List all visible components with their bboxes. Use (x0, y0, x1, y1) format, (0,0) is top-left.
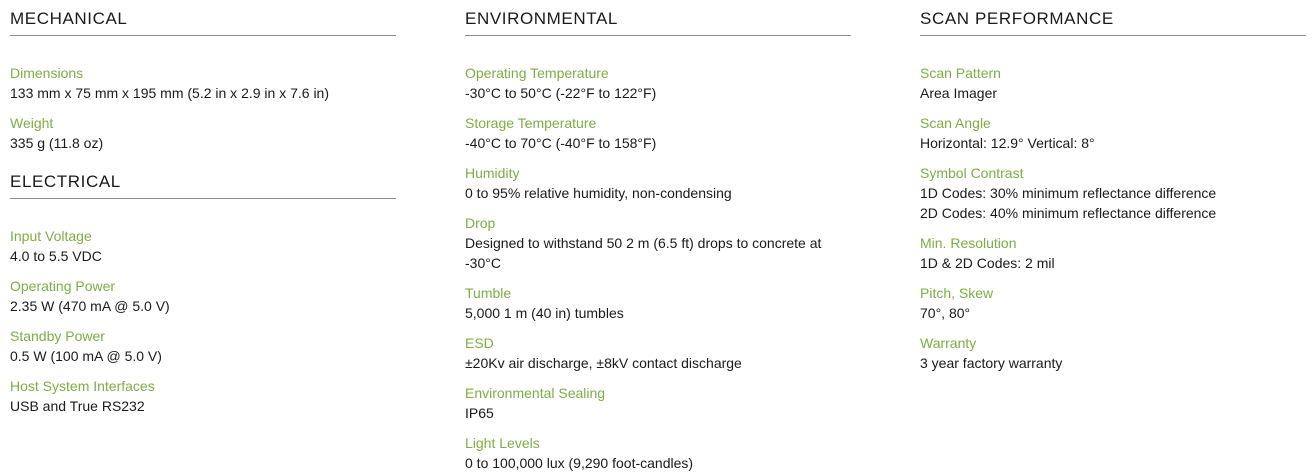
spec-value: 5,000 1 m (40 in) tumbles (465, 305, 624, 321)
spec-value: 0 to 95% relative humidity, non-condensing (465, 185, 732, 201)
spec-value: Horizontal: 12.9° Vertical: 8° (920, 135, 1095, 151)
spec-scan-angle (920, 113, 1306, 153)
spec-scan-pattern (920, 63, 1306, 103)
spec-label: Light Levels (465, 435, 540, 451)
spec-label: Tumble (465, 285, 512, 301)
spec-value: 2D Codes: 40% minimum reflectance difference (920, 205, 1217, 221)
column-mechanical-electrical (10, 0, 396, 426)
spec-input-voltage (10, 226, 396, 266)
spec-value: 1D & 2D Codes: 2 mil (920, 255, 1055, 271)
spec-label: Drop (465, 215, 496, 231)
spec-label: Min. Resolution (920, 235, 1017, 251)
spec-value: IP65 (465, 405, 494, 421)
column-environmental (465, 0, 851, 474)
section-body (10, 36, 396, 153)
spec-label: Weight (10, 115, 54, 131)
spec-value: -30°C to 50°C (-22°F to 122°F) (465, 85, 657, 101)
spec-value: 70°, 80° (920, 305, 971, 321)
spec-label: Input Voltage (10, 228, 92, 244)
spec-value: 335 g (11.8 oz) (10, 135, 104, 151)
section-environmental (465, 0, 851, 473)
spec-label: Humidity (465, 165, 520, 181)
spec-label: ESD (465, 335, 494, 351)
spec-label: Environmental Sealing (465, 385, 606, 401)
spec-value: USB and True RS232 (10, 398, 145, 414)
spec-humidity (465, 163, 851, 203)
spec-value: 133 mm x 75 mm x 195 mm (5.2 in x 2.9 in x 7.6 in) (10, 85, 330, 101)
spec-label: Storage Temperature (465, 115, 597, 131)
spec-esd (465, 333, 851, 373)
section-body (920, 36, 1306, 373)
spec-value: ±20Kv air discharge, ±8kV contact discharge (465, 355, 742, 371)
spec-environmental-sealing (465, 383, 851, 423)
section-mechanical (10, 0, 396, 153)
spec-host-system-interfaces (10, 376, 396, 416)
spec-value: 0 to 100,000 lux (9,290 foot-candles) (465, 455, 694, 471)
spec-label: Host System Interfaces (10, 378, 155, 394)
spec-value: -40°C to 70°C (-40°F to 158°F) (465, 135, 657, 151)
spec-storage-temperature (465, 113, 851, 153)
spec-label: Operating Temperature (465, 65, 609, 81)
spec-value: 4.0 to 5.5 VDC (10, 248, 102, 264)
section-electrical (10, 163, 396, 416)
section-body (10, 199, 396, 416)
spec-label: Operating Power (10, 278, 116, 294)
spec-standby-power (10, 326, 396, 366)
spec-value: 1D Codes: 30% minimum reflectance difference (920, 185, 1217, 201)
section-title-environmental: ENVIRONMENTAL (465, 0, 851, 36)
section-title-mechanical: MECHANICAL (10, 0, 396, 36)
spec-label: Dimensions (10, 65, 84, 81)
spec-label: Symbol Contrast (920, 165, 1024, 181)
spec-operating-temperature (465, 63, 851, 103)
spec-dimensions (10, 63, 396, 103)
section-scan-performance (920, 0, 1306, 373)
spec-label: Pitch, Skew (920, 285, 994, 301)
spec-symbol-contrast (920, 163, 1306, 223)
column-scan-performance (920, 0, 1306, 383)
spec-min-resolution (920, 233, 1306, 273)
spec-pitch-skew (920, 283, 1306, 323)
spec-label: Warranty (920, 335, 977, 351)
spec-weight (10, 113, 396, 153)
spec-tumble (465, 283, 851, 323)
spec-value: 2.35 W (470 mA @ 5.0 V) (10, 298, 170, 314)
section-title-scan-performance: SCAN PERFORMANCE (920, 0, 1306, 36)
spec-drop (465, 213, 851, 273)
spec-operating-power (10, 276, 396, 316)
spec-label: Standby Power (10, 328, 105, 344)
spec-value: Designed to withstand 50 2 m (6.5 ft) drops to concrete at -30°C (465, 235, 822, 271)
spec-label: Scan Pattern (920, 65, 1001, 81)
spec-label: Scan Angle (920, 115, 991, 131)
section-body (465, 36, 851, 473)
spec-warranty (920, 333, 1306, 373)
spec-value: Area Imager (920, 85, 998, 101)
spec-value: 0.5 W (100 mA @ 5.0 V) (10, 348, 162, 364)
section-title-electrical: ELECTRICAL (10, 163, 396, 199)
spec-value: 3 year factory warranty (920, 355, 1063, 371)
spec-light-levels (465, 433, 851, 473)
